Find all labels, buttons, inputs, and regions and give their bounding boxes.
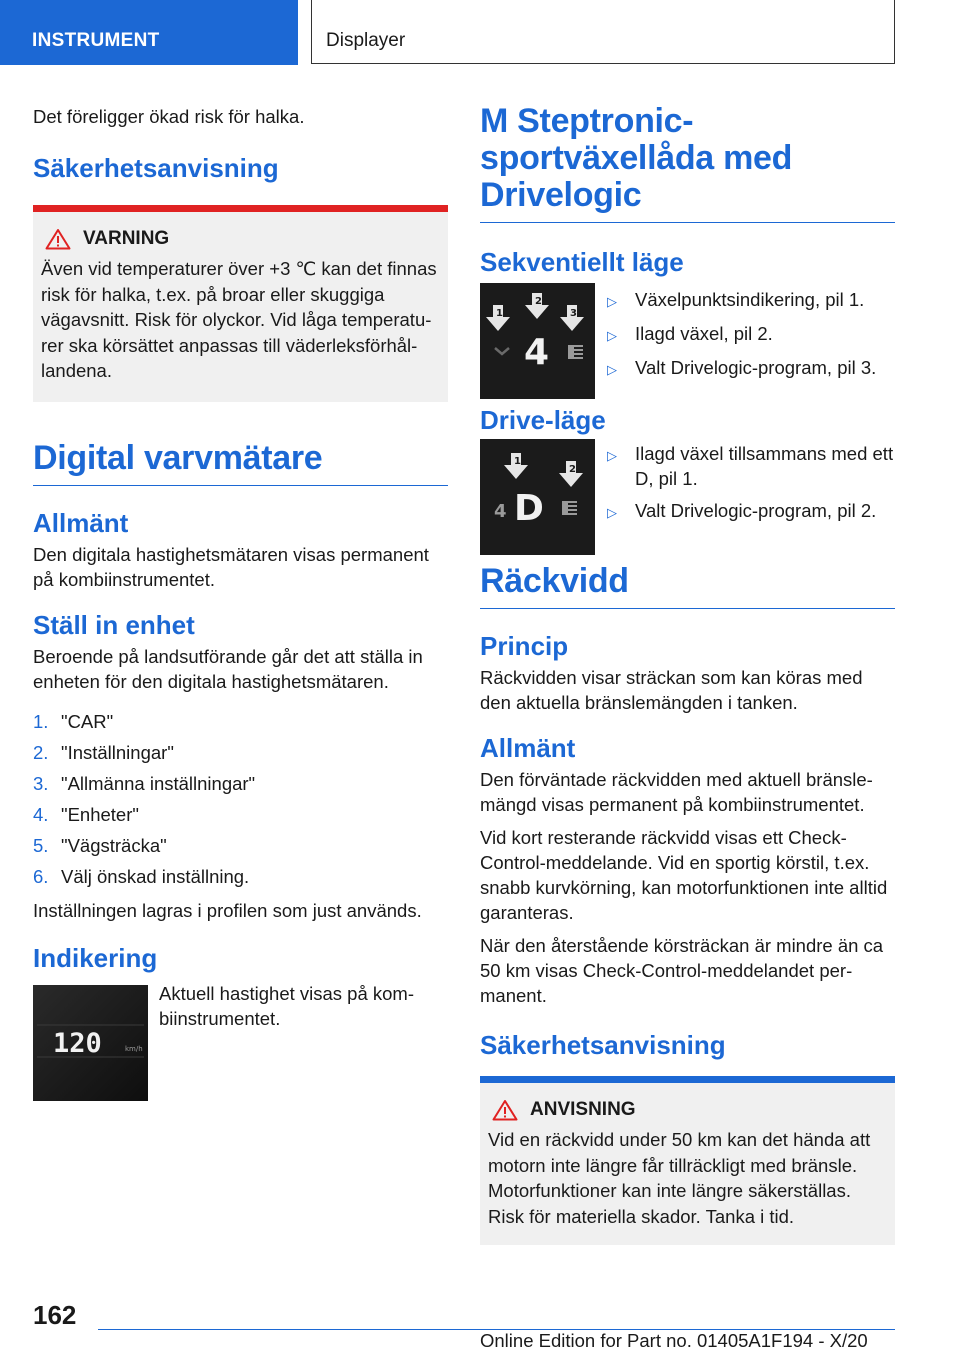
range-general-paragraph: Den förväntade räckvidden med aktuell bränslemängd visas permanent på kombiinstrumentet. [480, 769, 873, 815]
list-item: 2. "Inställningar" [33, 741, 174, 763]
steptronic-heading: M Steptronic-sportväxellåda med Drivelogic [480, 103, 895, 223]
triangle-bullet-icon: ▷ [607, 328, 617, 343]
sequential-gear: 4 [524, 332, 550, 373]
stored-text: Inställningen lagras i profilen som just används. [33, 899, 422, 921]
warning-triangle-icon [45, 228, 71, 250]
notice-title: ANVISNING [530, 1099, 636, 1120]
steps-list [33, 706, 448, 892]
speed-display-image [33, 985, 148, 1101]
warning-callout [33, 205, 448, 402]
triangle-bullet-icon: ▷ [607, 505, 617, 520]
drive-mode-letter: D [514, 488, 544, 529]
range-heading: Räckvidd [480, 563, 895, 609]
general-heading: Allmänt [33, 507, 129, 538]
list-item: 6. Välj önskad inställning. [33, 865, 250, 887]
set-unit-heading: Ställ in enhet [33, 609, 195, 640]
list-item: ▷ Valt Drivelogic-program, pil 2. [607, 498, 895, 525]
warning-title: VARNING [83, 228, 170, 249]
speed-unit: km/h [125, 1044, 143, 1053]
safety-heading: Säkerhetsanvisning [33, 153, 279, 183]
speed-value: 120 [53, 1027, 102, 1059]
list-item: ▷ Ilagd växel tillsammans med ett D, pil 1. [607, 443, 894, 489]
general-text: Den digitala hastighetsmätaren visas permanent på kombiinstrumentet. [33, 543, 429, 590]
indication-text: Aktuell hastighet visas på kombiinstrumentet. [159, 982, 415, 1029]
range-general-paragraph: När den återstående körsträckan är mindre än ca 50 km visas Check-Control-meddelandet permanent. [480, 935, 884, 1006]
drive-mode-display-image [480, 439, 595, 555]
list-item: 5. "Vägsträcka" [33, 834, 167, 856]
indication-heading: Indikering [33, 942, 158, 973]
range-general-heading: Allmänt [480, 733, 576, 763]
notice-text: Vid en räckvidd under 50 km kan det hända att motorn inte längre får tillräckligt med bränsle. Motorfunktioner kan inte längre säkerställas. Risk för materiella skador. Tanka i tid. [488, 1129, 871, 1227]
page-number: 162 [33, 1300, 77, 1330]
footer-edition: Online Edition for Part no. 01405A1F194 - X/20 [480, 1330, 868, 1351]
list-item: ▷ Växelpunktsindikering, pil 1. [607, 287, 876, 314]
list-item: ▷ Ilagd växel, pil 2. [607, 321, 876, 348]
list-item: 3. "Allmänna inställningar" [33, 772, 256, 794]
sequential-gear-display-image [480, 283, 595, 399]
notice-triangle-icon [492, 1099, 518, 1121]
right-column [480, 103, 895, 1245]
triangle-bullet-icon: ▷ [607, 294, 617, 309]
digital-speedometer-heading: Digital varvmätare [33, 440, 448, 486]
svg-text:2: 2 [535, 296, 542, 307]
left-column [33, 100, 448, 1101]
section-tab: INSTRUMENT [0, 0, 298, 65]
triangle-bullet-icon: ▷ [607, 362, 617, 377]
principle-text: Räckvidden visar sträckan som kan köras med den aktuella bränslemängden i tanken. [480, 667, 863, 713]
list-item: 4. "Enheter" [33, 803, 139, 825]
svg-text:1: 1 [496, 308, 503, 319]
range-general-paragraph: Vid kort resterande räckvidd visas ett Check-Control-meddelande. Vid en sportig körstil, t.ex. snabb kurvkörning, kan motorfunktionen inte alltid garanteras. [480, 827, 888, 923]
sequential-heading: Sekventiellt läge [480, 247, 684, 277]
set-unit-text: Beroende på landsutförande går det att ställa in enheten för den digitala hastighetsmätaren. [33, 645, 423, 692]
svg-text:1: 1 [514, 456, 521, 467]
sequential-list [595, 287, 876, 389]
drive-heading: Drive-läge [480, 405, 606, 435]
principle-heading: Princip [480, 631, 569, 661]
triangle-bullet-icon: ▷ [607, 448, 617, 463]
svg-text:2: 2 [569, 464, 576, 475]
list-item: ▷ Valt Drivelogic-program, pil 3. [607, 355, 876, 382]
topic-header: Displayer [311, 0, 895, 64]
drive-list [595, 441, 895, 532]
warning-text: Även vid temperaturer över +3 ℃ kan det finnas risk för halka, t.ex. på broar eller skuggiga vägavsnitt. Risk för olyckor. Vid låga temperaturer ska körsättet anpassas till väderleksförhållandena. [41, 258, 437, 381]
intro-text: Det föreligger ökad risk för halka. [33, 106, 305, 127]
notice-callout [480, 1076, 895, 1245]
list-item: 1. "CAR" [33, 710, 114, 732]
drive-gear: 4 [494, 501, 507, 522]
range-safety-heading: Säkerhetsanvisning [480, 1030, 726, 1060]
svg-text:3: 3 [570, 308, 577, 319]
